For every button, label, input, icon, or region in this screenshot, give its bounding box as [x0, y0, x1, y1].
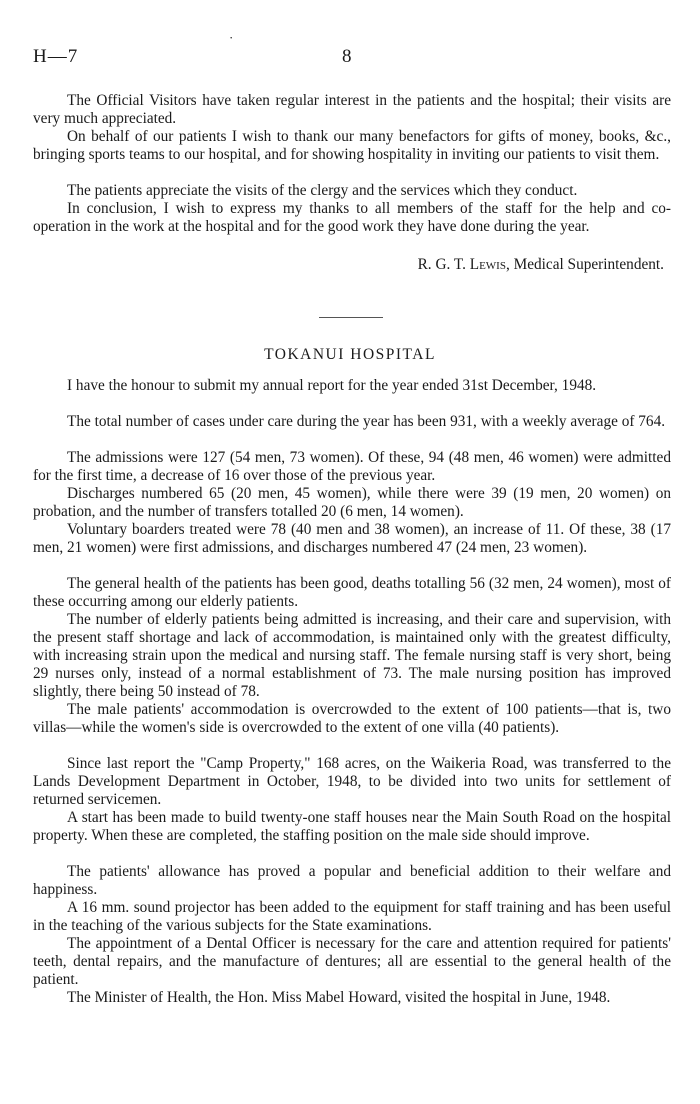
- paragraph: The male patients' accommodation is overcrowded to the extent of 100 patients—that is, two villas—while the women's side is overcrowded to the extent of one villa (40 patients).: [33, 701, 671, 736]
- paragraph: The admissions were 127 (54 men, 73 women). Of these, 94 (48 men, 46 women) were admitted for the first time, a decrease of 16 over those of the previous year.: [33, 449, 671, 484]
- paragraph: The Official Visitors have taken regular interest in the patients and the hospital; their visits are very much appreciated.: [33, 92, 671, 127]
- paragraph: The Minister of Health, the Hon. Miss Mabel Howard, visited the hospital in June, 1948.: [67, 989, 611, 1006]
- paragraph: The appointment of a Dental Officer is necessary for the care and attention required for patients' teeth, dental repairs, and the manufacture of dentures; all are essential to the general health of the patient.: [33, 935, 671, 988]
- page-number: 8: [342, 46, 352, 67]
- paragraph: A 16 mm. sound projector has been added to the equipment for staff training and has been useful in the teaching of the various subjects for the State examinations.: [33, 899, 671, 934]
- section-divider: [319, 317, 383, 318]
- document-reference: H—7: [33, 46, 79, 67]
- paragraph: I have the honour to submit my annual report for the year ended 31st December, 1948.: [67, 377, 597, 394]
- paragraph: On behalf of our patients I wish to thank our many benefactors for gifts of money, books, &c., bringing sports teams to our hospital, and for showing hospitality in inviting our patients to visit them.: [33, 128, 671, 163]
- paragraph: Since last report the "Camp Property," 168 acres, on the Waikeria Road, was transferred to the Lands Development Department in October, 1948, to be divided into two units for settlement of returned servicemen.: [33, 755, 671, 808]
- paragraph: In conclusion, I wish to express my thanks to all members of the staff for the help and co-operation in the work at the hospital and for the good work they have done during the year.: [33, 200, 671, 235]
- paragraph: Voluntary boarders treated were 78 (40 men and 38 women), an increase of 11. Of these, 38 (17 men, 21 women) were first admissions, and discharges numbered 47 (24 men, 23 women).: [33, 521, 671, 556]
- signature-title: , Medical Superintendent.: [505, 256, 664, 273]
- page-header: [0, 30, 700, 76]
- paragraph: The general health of the patients has been good, deaths totalling 56 (32 men, 24 women), most of these occurring among our elderly patients.: [33, 575, 671, 610]
- paragraph: The total number of cases under care during the year has been 931, with a weekly average of 764.: [67, 413, 666, 430]
- print-mark: ·: [229, 30, 234, 45]
- paragraph: The patients appreciate the visits of the clergy and the services which they conduct.: [67, 182, 578, 199]
- section-title: TOKANUI HOSPITAL: [264, 346, 436, 363]
- signature-name: R. G. T. Lewis: [417, 256, 506, 273]
- signature: [418, 256, 664, 274]
- paragraph: A start has been made to build twenty-one staff houses near the Main South Road on the hospital property. When these are completed, the staffing position on the male side should improve.: [33, 809, 671, 844]
- paragraph: Discharges numbered 65 (20 men, 45 women), while there were 39 (19 men, 20 women) on probation, and the number of transfers totalled 20 (6 men, 14 women).: [33, 485, 671, 520]
- paragraph: The number of elderly patients being admitted is increasing, and their care and supervision, with the present staff shortage and lack of accommodation, is maintained only with the greatest difficulty, with increasing strain upon the medical and nursing staff. The female nursing staff is very short, being 29 nurses only, instead of a normal establishment of 73. The male nursing position has improved slightly, there being 50 instead of 78.: [33, 611, 671, 700]
- paragraph: The patients' allowance has proved a popular and beneficial addition to their welfare and happiness.: [33, 863, 671, 898]
